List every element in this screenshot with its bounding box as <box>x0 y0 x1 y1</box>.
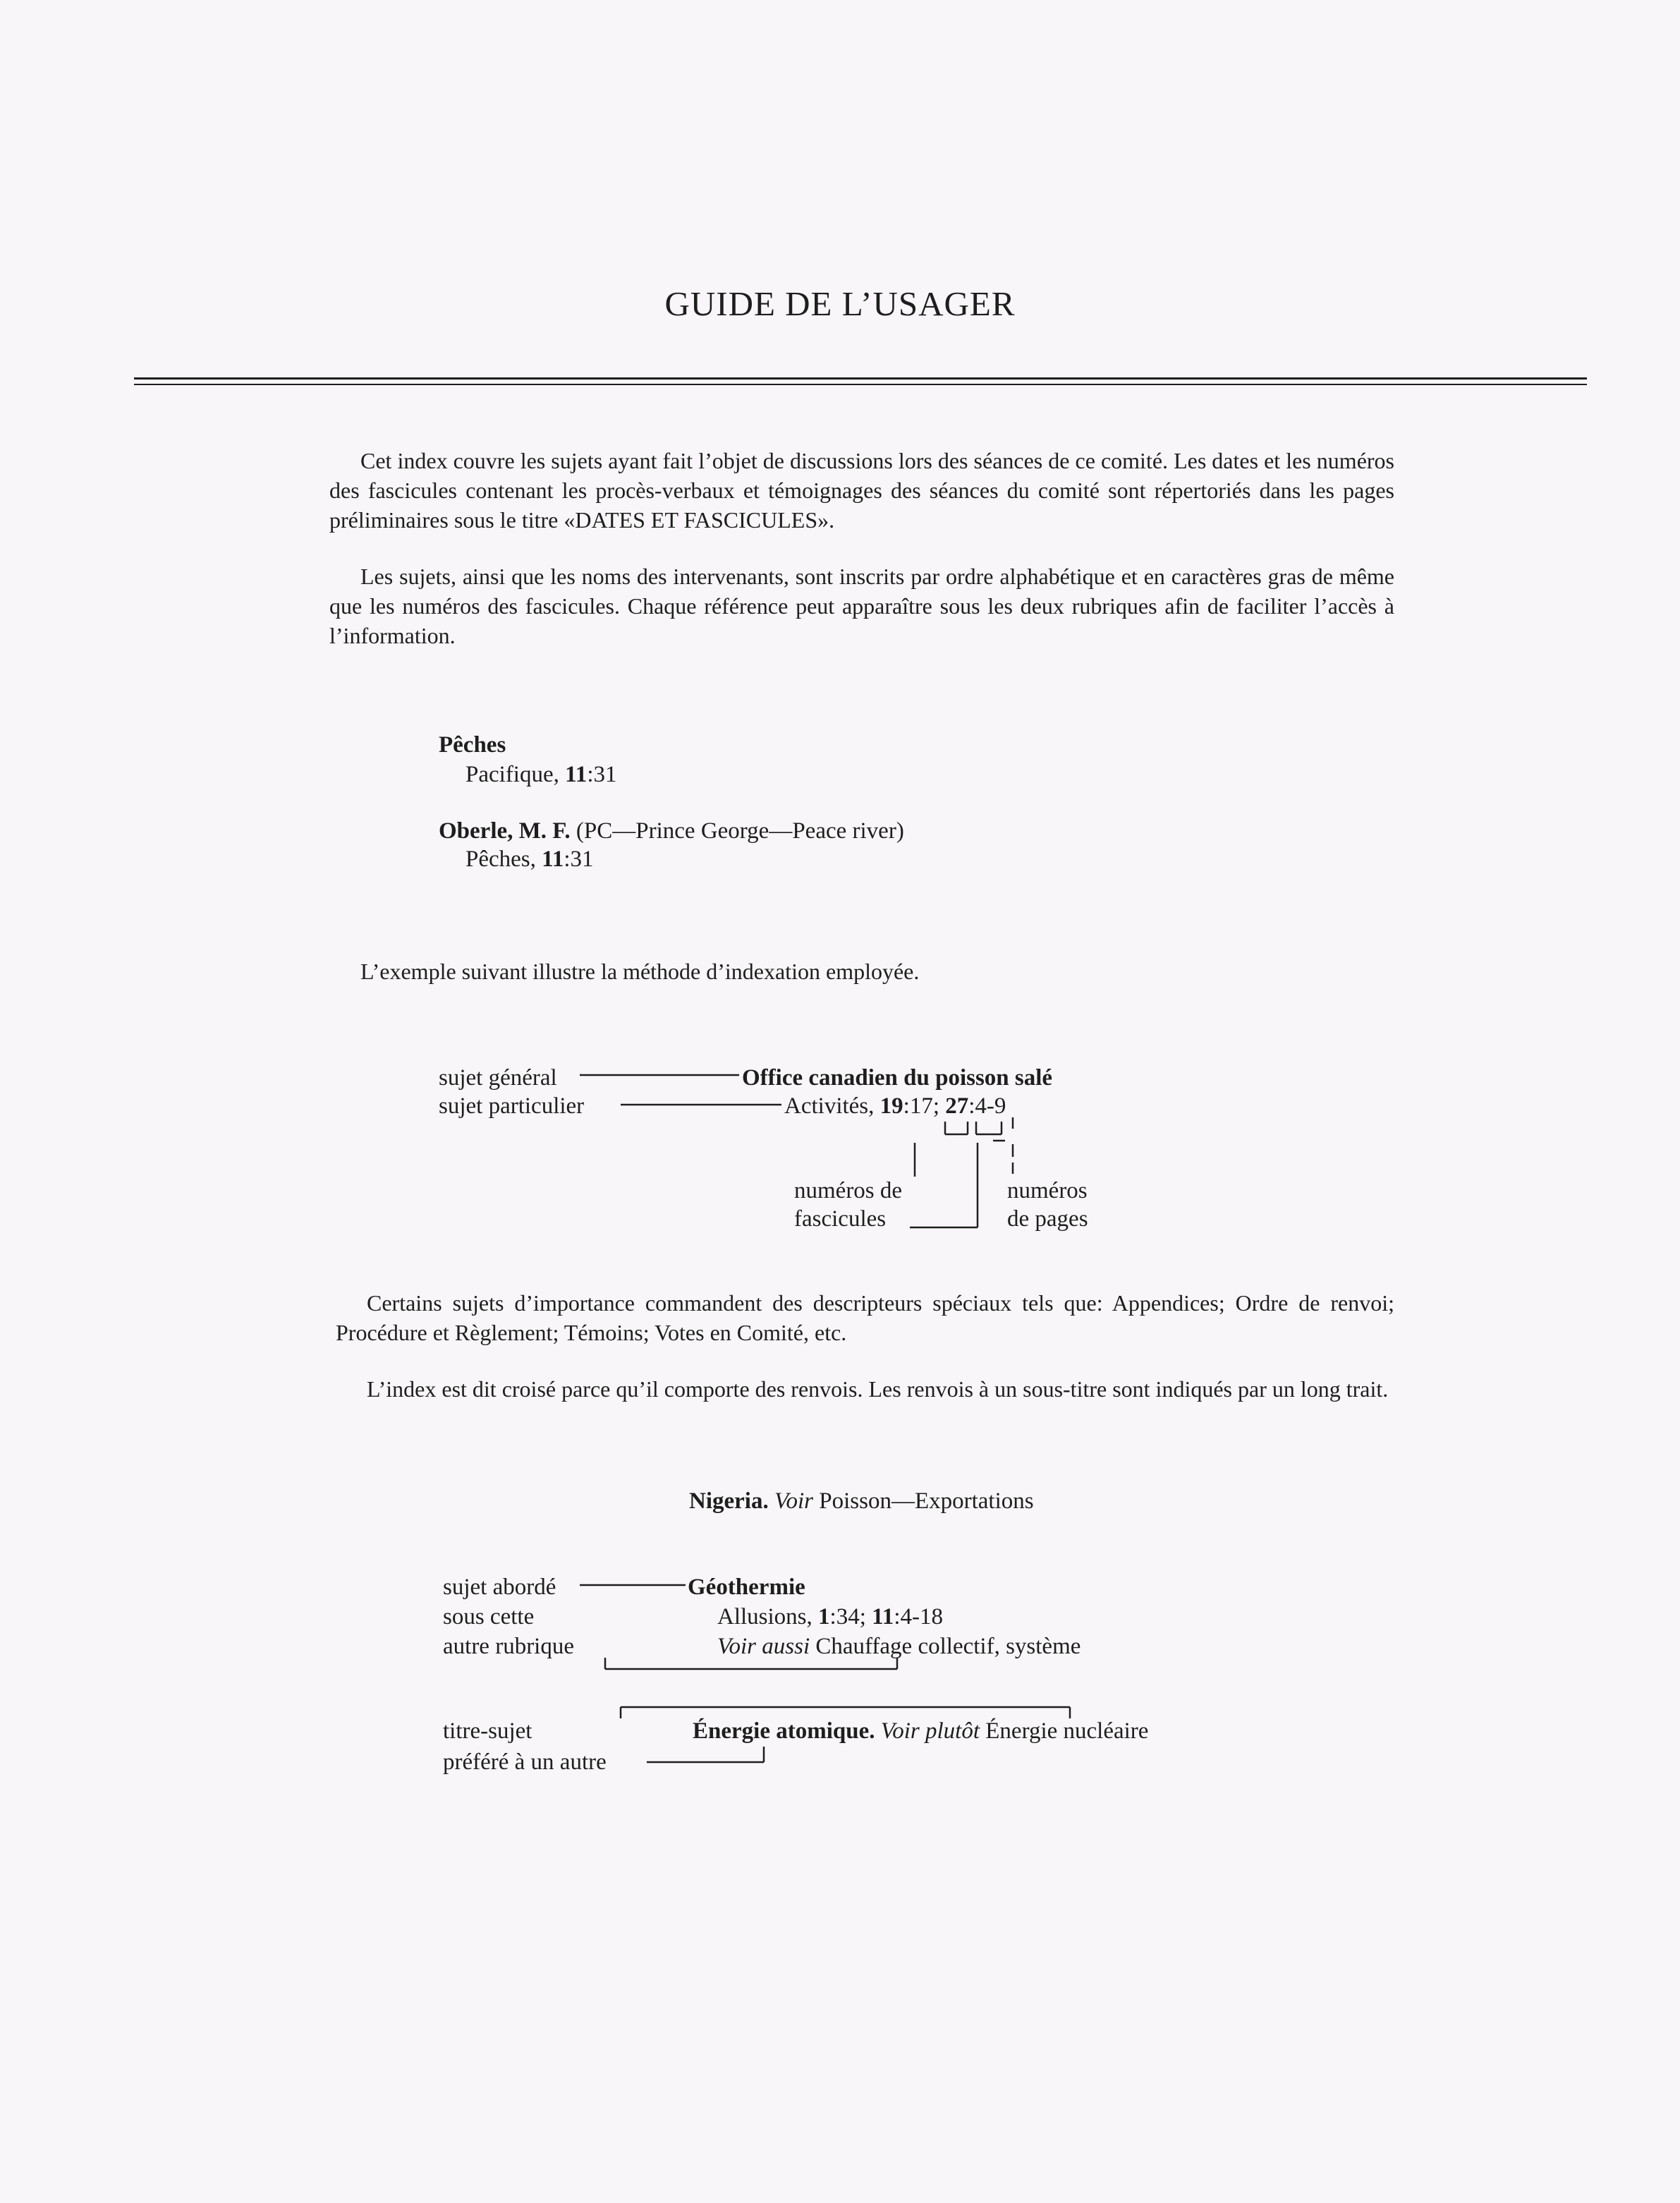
voir-aussi-target: Chauffage collectif, système <box>810 1634 1081 1659</box>
label-autre-rubrique: autre rubrique <box>443 1634 574 1659</box>
callout-fascicules-line1: numéros de <box>794 1178 903 1203</box>
paragraph-renvois-text: L’index est dit croisé parce qu’il comporte des renvois. Les renvois à un sous-titre sont indiqués par un long trait. <box>367 1376 1389 1402</box>
voir-aussi-label: Voir aussi <box>717 1634 810 1659</box>
entry-voir-aussi <box>717 1632 1081 1661</box>
page-number: :31 <box>564 846 594 872</box>
fascicle-number: 19 <box>879 1093 903 1119</box>
label-sujet-particulier: sujet particulier <box>439 1093 585 1119</box>
page-title: GUIDE DE L’USAGER <box>664 284 1016 323</box>
label-sujet-aborde: sujet abordé <box>443 1574 556 1600</box>
method-intro-text: L’exemple suivant illustre la méthode d’indexation employée. <box>360 959 920 984</box>
callout-pages-line1: numéros <box>1007 1178 1088 1203</box>
nigeria-heading: Nigeria. <box>689 1488 769 1514</box>
paragraph-descripteurs-text: Certains sujets d’importance commandent des descripteurs spéciaux tels que: Appendices; Ordre de renvoi; Procédure et Règlement; Témoins; Votes en Comité, etc. <box>336 1290 1394 1345</box>
entry-office-canadien-title: Office canadien du poisson salé <box>742 1065 1053 1091</box>
entry-allusions <box>717 1603 943 1631</box>
label-titre-sujet: titre-sujet <box>443 1718 532 1744</box>
fascicle-number: 11 <box>565 762 588 787</box>
voir-plutot-target: Énergie nucléaire <box>980 1718 1149 1744</box>
entry-energie-atomique-title: Énergie atomique. <box>693 1718 875 1744</box>
page-number: :31 <box>587 762 617 787</box>
entry-allusions-text: Allusions, <box>717 1604 819 1630</box>
callout-fascicules-line2: fascicules <box>794 1206 887 1232</box>
fascicle-number: 27 <box>945 1093 969 1119</box>
voir-plutot-label: Voir plutôt <box>880 1718 980 1744</box>
sub-pacifique-text: Pacifique, <box>465 762 566 787</box>
intro-paragraph-2-text: Les sujets, ainsi que les noms des intervenants, sont inscrits par ordre alphabétique et en caractères gras de même que les numéros des fascicules. Chaque référence peut apparaître sous les deux rubriques afin de faciliter l’accès à l’information. <box>329 564 1394 648</box>
heading-oberle: Oberle, M. F. <box>439 818 571 844</box>
sub-peches-text: Pêches, <box>465 846 542 872</box>
entry-energie-atomique <box>693 1717 1148 1745</box>
heading-peches: Pêches <box>439 732 506 758</box>
label-prefere: préféré à un autre <box>443 1749 607 1775</box>
nigeria-voir: Voir <box>774 1488 813 1514</box>
nigeria-target: Poisson—Exportations <box>812 1488 1034 1514</box>
heading-oberle-affiliation: (PC—Prince George—Peace river) <box>570 818 904 844</box>
paragraph-renvois <box>336 1374 1394 1404</box>
page-number: :17; <box>903 1093 946 1119</box>
entry-activites-text: Activités, <box>784 1093 880 1119</box>
fascicle-number: 11 <box>872 1604 894 1630</box>
page-number: :34; <box>829 1604 872 1630</box>
page-number: :4-18 <box>894 1604 943 1630</box>
label-sous-cette: sous cette <box>443 1604 535 1630</box>
paragraph-descripteurs <box>336 1288 1394 1347</box>
label-sujet-general: sujet général <box>439 1065 557 1091</box>
page-number: :4-9 <box>968 1093 1006 1119</box>
callout-pages-line2: de pages <box>1007 1206 1088 1232</box>
fascicle-number: 1 <box>818 1604 830 1630</box>
entry-geothermie-title: Géothermie <box>688 1574 805 1600</box>
entry-geothermie <box>688 1573 805 1601</box>
fascicle-number: 11 <box>542 846 564 872</box>
intro-paragraph-1-text: Cet index couvre les sujets ayant fait l’objet de discussions lors des séances de ce comité. Les dates et les numéros des fascicules contenant les procès-verbaux et témoignages des séances du comité sont répertoriés dans les pages préliminaires sous le titre «DATES ET FASCICULES». <box>329 448 1394 533</box>
example-nigeria <box>689 1487 1034 1515</box>
